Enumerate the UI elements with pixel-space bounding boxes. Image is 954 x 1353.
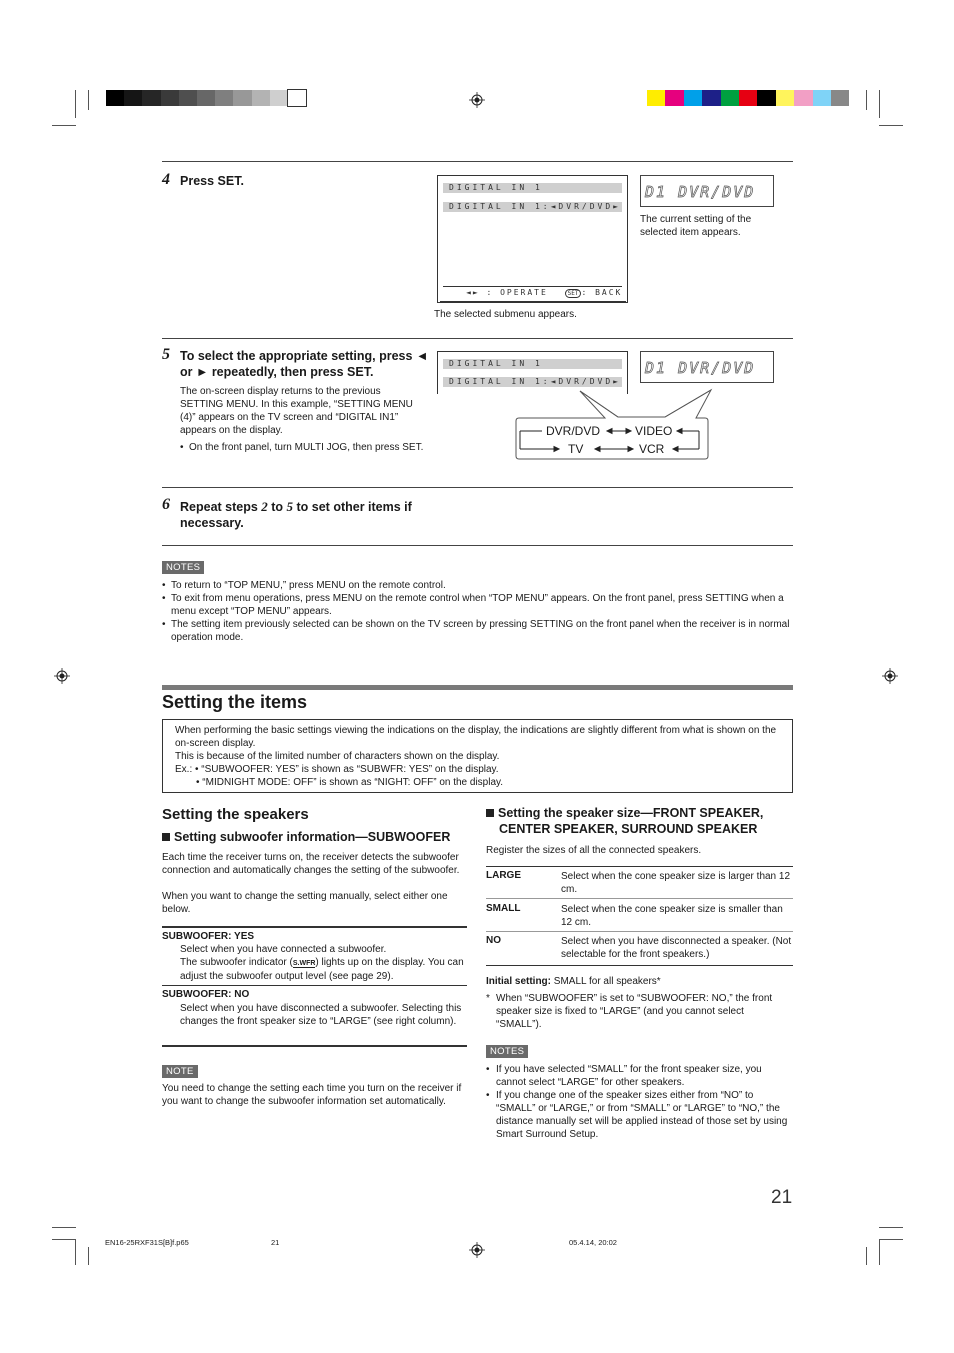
registration-mark-icon [54,668,70,684]
step-title-part: to set other items if necessary. [180,500,412,530]
table-bottom-rule [486,965,793,966]
square-bullet-icon [162,833,170,841]
notes-badge: NOTES [162,561,204,574]
color-swatch [179,90,197,106]
subsection-heading [162,830,450,844]
color-swatch [252,90,270,106]
step-ref: 2 [261,499,268,514]
option-label: SUBWOOFER: NO [162,989,250,1000]
section-bar [162,685,793,690]
color-swatch [647,90,665,106]
registration-mark-icon [469,92,485,108]
display-caption: The current setting of the selected item appears. [640,214,752,238]
color-swatch [197,90,215,106]
color-swatch [215,90,233,106]
table-top-rule [486,866,793,867]
screen-row: DIGITAL IN 1 [443,183,622,193]
subsection-heading-text: Setting the speaker size—FRONT SPEAKER, [498,806,764,820]
divider [162,1045,467,1047]
step-title-part: Repeat steps [180,500,262,514]
step-title [180,499,430,531]
note-item: To return to “TOP MENU,” press MENU on the remote control. [171,580,446,591]
size-desc: Select when the cone speaker size is larger than 12 cm. [561,871,791,895]
paragraph: When you want to change the setting manually, select either one below. [162,891,448,915]
note-item: The setting item previously selected can be shown on the TV screen by pressing SETTING on the front panel when the receiver is in normal operation mode. [171,619,790,643]
screen-footer-operate: ◄► : OPERATE [466,288,548,297]
screen-caption: The selected submenu appears. [434,309,577,320]
option-text-part: The subwoofer indicator ( [180,957,293,968]
subsection-heading [486,805,796,837]
option-text [180,956,465,983]
footnote-text: When “SUBWOOFER” is set to “SUBWOOFER: NO,” the front speaker size is fixed to “LARGE” (and you cannot select “SMALL”). [496,993,773,1030]
paragraph: Each time the receiver turns on, the receiver detects the subwoofer connection and automatically changes the setting of the subwoofer. [162,852,460,876]
option-text: Select when you have connected a subwoofer. [180,944,387,955]
initial-setting-value: SMALL for all speakers* [551,976,661,987]
note-item: If you have selected “SMALL” for the front speaker size, you cannot select “LARGE” for other speakers. [496,1064,762,1088]
color-swatch [831,90,849,106]
step-bullet: • On the front panel, turn MULTI JOG, then press SET. [180,442,424,453]
section-title: Setting the items [162,692,308,712]
set-button-icon: SET [565,289,582,298]
step-body: The on-screen display returns to the previous SETTING MENU. In this example, “SETTING MENU (4)” appears on the TV screen and “DIGITAL IN1” appears on the display. [180,386,413,436]
step-title: To select the appropriate setting, press ◄ or ► repeatedly, then press SET. [180,349,429,379]
cycle-item-tv: TV [568,442,584,456]
step-number: 5 [162,346,170,363]
note-text: You need to change the setting each time you turn on the receiver if you want to change the subwoofer information set automatically. [162,1083,462,1107]
size-label: NO [486,935,501,946]
note-item: If you change one of the speaker sizes either from “NO” to “SMALL” or “LARGE,” or from “SMALL” or “LARGE” to “NO,” the distance manually set will be applied instead of those set by using Smart Surround Setup. [496,1090,788,1140]
color-swatch [739,90,757,106]
table-rule [486,931,793,932]
color-swatch [794,90,812,106]
screen-footer-back: : BACK [581,288,623,297]
notes-badge: NOTES [486,1045,528,1058]
color-swatch [665,90,683,106]
info-line: This is because of the limited number of characters shown on the display. [175,751,500,762]
divider [162,926,467,928]
footnote: * When “SUBWOOFER” is set to “SUBWOOFER: NO,” the front speaker size is fixed to “LARGE” (and you cannot select “SMALL”). [486,992,786,1031]
divider [162,545,793,546]
color-swatch [684,90,702,106]
color-swatch [270,90,288,106]
step-title-part: to [267,500,287,514]
color-swatch [161,90,179,106]
subwoofer-indicator-icon: S.WFR [292,960,316,967]
color-swatch [288,90,306,106]
color-swatch [721,90,739,106]
footer-page: 21 [271,1238,280,1247]
registration-mark-icon [882,668,898,684]
cycle-arrows [515,420,710,460]
info-line: • “MIDNIGHT MODE: OFF” is shown as “NIGHT: OFF” on the display. [196,777,504,788]
step-number: 4 [162,171,170,188]
front-display: D1 DVR/DVD [640,175,774,207]
square-bullet-icon [486,809,494,817]
screen-footer [466,288,622,298]
color-swatch [702,90,720,106]
initial-setting [486,975,661,988]
registration-mark-icon [469,1242,485,1258]
subsection-heading-text: Setting subwoofer information—SUBWOOFER [174,830,451,844]
screen-row: DIGITAL IN 1:◄DVR/DVD► [443,377,622,387]
color-swatch [233,90,251,106]
cycle-item-vcr: VCR [639,442,665,456]
divider [162,985,467,986]
footer-date: 05.4.14, 20:02 [569,1238,617,1247]
table-rule [486,898,793,899]
color-swatch [124,90,142,106]
tv-screen [437,175,628,303]
size-label: LARGE [486,870,521,881]
option-label: SUBWOOFER: YES [162,931,255,942]
color-swatch [106,90,124,106]
subsection-heading-text: CENTER SPEAKER, SURROUND SPEAKER [499,822,758,836]
notes-list: • To return to “TOP MENU,” press MENU on the remote control. • To exit from menu operations, press MENU on the remote control when “TOP MENU” appears. On the front panel, press SETTING when a menu except “TOP MENU” appears. • The setting item previously selected can be shown on the TV screen by pressing SETTING on the front panel when the receiver is in normal operation mode. [162,580,790,643]
initial-setting-label: Initial setting: [486,976,551,987]
subsection-title: Setting the speakers [162,806,309,823]
divider [162,487,793,488]
info-box [162,719,793,793]
step-number: 6 [162,496,170,513]
note-item: To exit from menu operations, press MENU on the remote control when “TOP MENU” appears. On the front panel, press SETTING when a menu except “TOP MENU” appears. [171,593,784,617]
option-text: Select when you have disconnected a subwoofer. Selecting this changes the front speaker size to “LARGE” (see right column). [180,1003,462,1027]
footer-file: EN16-25RXF31S[B]f.p65 [105,1238,189,1247]
size-desc: Select when the cone speaker size is smaller than 12 cm. [561,904,783,928]
notes-list: • If you have selected “SMALL” for the front speaker size, you cannot select “LARGE” for other speakers. • If you change one of the speaker sizes either from “NO” to “SMALL” or “LARGE,” or from “SMALL” or “LARGE” to “NO,” the distance manually set will be applied instead of those set by using Smart Surround Setup. [486,1064,788,1140]
divider [162,161,793,162]
screen-row: DIGITAL IN 1 [443,359,622,369]
step-bullet-text: On the front panel, turn MULTI JOG, then press SET. [189,442,424,453]
size-label: SMALL [486,903,521,914]
step-ref: 5 [286,499,294,514]
info-line: Ex.: • “SUBWOOFER: YES” is shown as “SUBWFR: YES” on the display. [175,764,499,775]
color-swatch [142,90,160,106]
page-number: 21 [771,1187,793,1208]
color-swatch [813,90,831,106]
note-badge: NOTE [162,1065,198,1078]
color-swatch [757,90,775,106]
paragraph: Register the sizes of all the connected speakers. [486,845,702,856]
screen-row: DIGITAL IN 1:◄DVR/DVD► [443,202,622,212]
divider [162,338,793,339]
info-line: When performing the basic settings viewing the indications on the display, the indications are slightly different from what is shown on the on-screen display. [175,725,777,749]
cycle-item-dvr-dvd: DVR/DVD [546,424,601,438]
option-text-part: ) lights up on the display. You can adjust the subwoofer output level (see page 29). [180,957,464,982]
step-title: Press SET. [180,174,244,188]
cycle-item-video: VIDEO [635,424,673,438]
front-display: D1 DVR/DVD [640,351,774,383]
color-swatch [776,90,794,106]
size-desc: Select when you have disconnected a speaker. (Not selectable for the front speakers.) [561,936,792,960]
